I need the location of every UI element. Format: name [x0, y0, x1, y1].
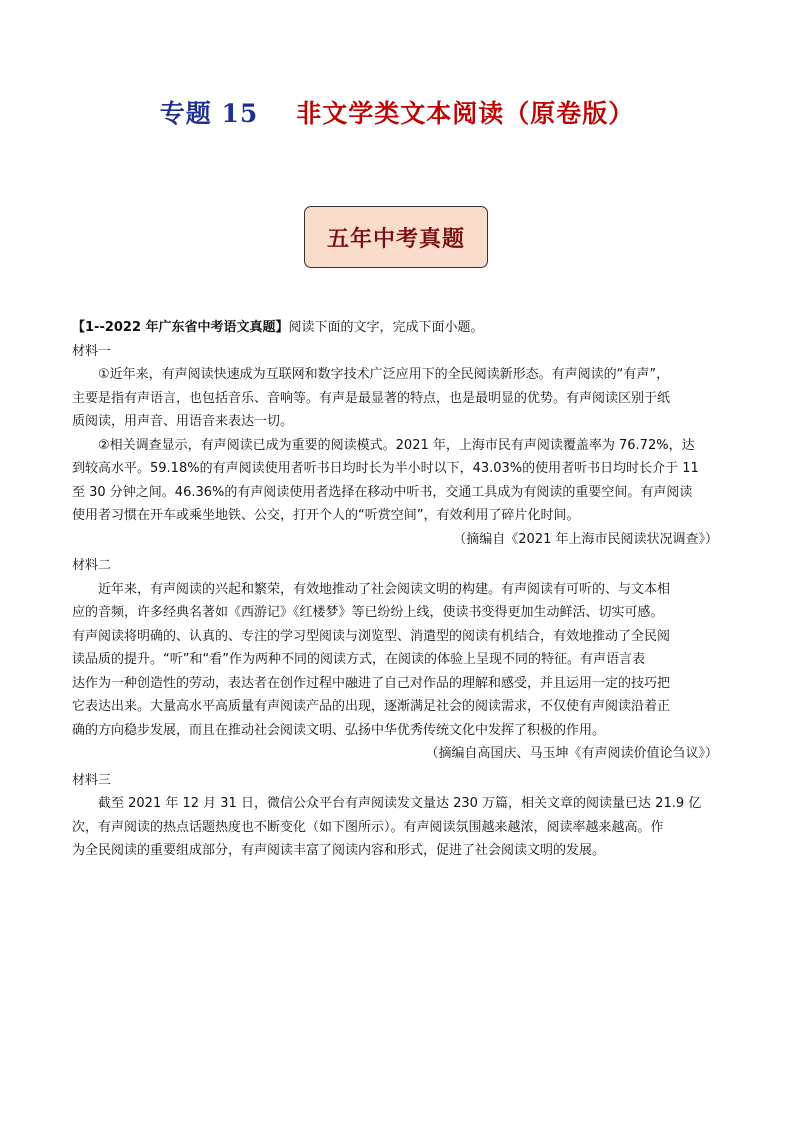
material2-line: 它表达出来。大量高水平高质量有声阅读产品的出现，逐渐满足社会的阅读需求，不仅使有声阅读沿着正	[72, 699, 671, 714]
question-header-line	[72, 316, 724, 340]
material2-line: 应的音频，许多经典名著如《西游记》《红楼梦》等已纷纷上线，使读书变得更加生动鲜活、切实可感。	[72, 605, 664, 620]
material1-line: 使用者习惯在开车或乘坐地铁、公交，打开个人的“听赏空间”，有效利用了碎片化时间。	[72, 508, 580, 523]
material1-source: （摘编自《2021 年上海市民阅读状况调查》）	[453, 531, 718, 547]
material3-label: 材料三	[72, 772, 112, 788]
material2-line: 达作为一种创造性的劳动，表达者在创作过程中融进了自己对作品的理解和感受，并且运用一定的技巧把	[72, 675, 671, 691]
material2-line: 确的方向稳步发展，而且在推动社会阅读文明、弘扬中华优秀传统文化中发挥了积极的作用。	[72, 722, 606, 738]
document-body	[72, 316, 724, 863]
question-source: 【1--2022 年广东省中考语文真题】	[72, 320, 289, 335]
material1-line: ①近年来，有声阅读快速成为互联网和数字技术广泛应用下的全民阅读新形态。有声阅读的“有声”，	[98, 367, 670, 382]
material1-label: 材料一	[72, 343, 112, 359]
material1-line: 主要是指有声语言，也包括音乐、音响等。有声是最显著的特点，也是最明显的优势。有声阅读区别于纸	[72, 390, 671, 406]
section-badge: 五年中考真题	[304, 206, 488, 268]
question-prompt: 阅读下面的文字，完成下面小题。	[288, 320, 484, 335]
material1-line: ②相关调查显示，有声阅读已成为重要的阅读模式。2021 年，上海市民有声阅读覆盖率为 76.72%，达	[98, 437, 695, 453]
material3-line: 为全民阅读的重要组成部分，有声阅读丰富了阅读内容和形式，促进了社会阅读文明的发展。	[72, 843, 606, 858]
material1-line: 质阅读，用声音、用语音来表达一切。	[72, 414, 294, 429]
title-topic-name: 非文学类文本阅读（原卷版）	[296, 99, 635, 128]
material2-line: 近年来，有声阅读的兴起和繁荣，有效地推动了社会阅读文明的构建。有声阅读有可听的、与文本相	[98, 581, 671, 597]
material2-line: 读品质的提升。“听”和“看”作为两种不同的阅读方式，在阅读的体验上呈现不同的特征。有声语言表	[72, 652, 645, 667]
page-title	[0, 94, 794, 130]
material2-label: 材料二	[72, 558, 112, 573]
title-topic-number: 专题 15	[159, 99, 259, 128]
material1-line: 到较高水平。59.18%的有声阅读使用者听书日均时长为半小时以下，43.03%的使用者听书日均时长介于 11	[72, 461, 699, 476]
material3-line: 截至 2021 年 12 月 31 日，微信公众平台有声阅读发文量达 230 万篇，相关文章的阅读量已达 21.9 亿	[98, 796, 702, 811]
material2-line: 有声阅读将明确的、认真的、专注的学习型阅读与浏览型、消遣型的阅读有机结合，有效地推动了全民阅	[72, 628, 671, 644]
material1-line: 至 30 分钟之间。46.36%的有声阅读使用者选择在移动中听书，交通工具成为有阅读的重要空间。有声阅读	[72, 484, 693, 500]
material3-line: 次，有声阅读的热点话题热度也不断变化（如下图所示）。有声阅读氛围越来越浓，阅读率越来越高。作	[72, 819, 664, 835]
material2-source: （摘编自高国庆、马玉坤《有声阅读价值论刍议》）	[425, 746, 718, 761]
